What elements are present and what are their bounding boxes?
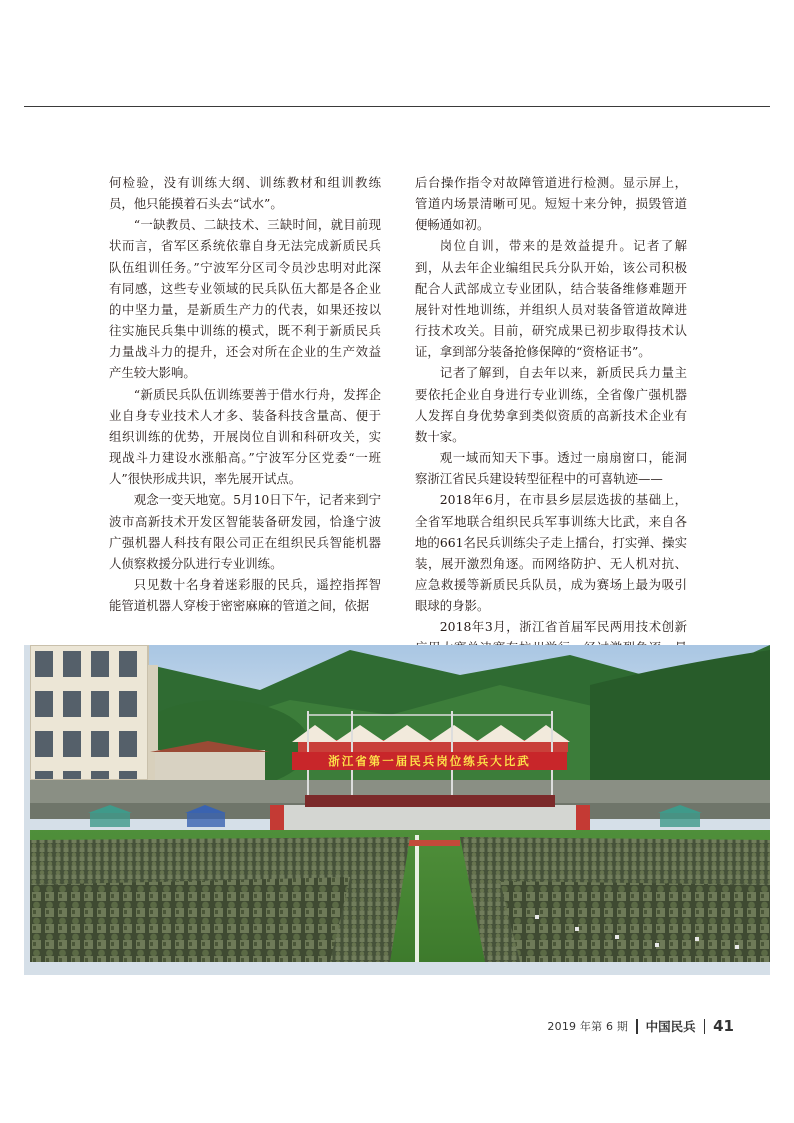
parade-ground-illustration [30,645,770,962]
paragraph: 后台操作指令对故障管道进行检测。显示屏上，管道内场景清晰可见。短短十来分钟，损毁管道便畅通如初。 [415,175,687,233]
paragraph: 记者了解到，自去年以来，新质民兵力量主要依托企业自身进行专业训练，全省像广强机器人发挥自身优势拿到类似资质的高新技术企业有数十家。 [415,365,687,444]
paragraph: 2018年3月，浙江省首届军民两用技术创新 [439,619,687,635]
issue-label: 2019 年第 6 期 [547,1020,629,1033]
footer-divider [636,1019,638,1034]
header-rule [24,106,770,107]
paragraph: 2018年6月，在市县乡层层选拔的基础上，全省军地联合组织民兵军事训练大比武，来自各地的661名民兵训练尖子走上擂台，打实弹、操实装，展开激烈角逐。而网络防护、无人机对抗、应急救援等新质民兵队员，成为赛场上最为吸引眼球的身影。 [415,492,687,614]
paragraph: “新质民兵队伍训练要善于借水行舟，发挥企业自身专业技术人才多、装备科技含量高、便于组织训练的优势，开展岗位自训和科研攻关，实现战斗力建设水涨船高。”宁波军分区党委“一班人”很快形成共识，率先展开试点。 [109,386,381,487]
paragraph: 岗位自训，带来的是效益提升。记者了解到，从去年企业编组民兵分队开始，该公司积极配合人武部成立专业团队，结合装备维修难题开展针对性地训练，并组织人员对装备管道故障进行技术攻关。目前，研究成果已初步取得技术认证，拿到部分装备抢修保障的“资格证书”。 [415,238,687,360]
footer-divider [704,1019,706,1034]
militia-competition-photo [30,645,770,962]
photo-frame [24,645,770,975]
banner-text: 浙江省第一届民兵岗位练兵大比武 [328,754,531,768]
page-footer [547,1016,734,1036]
paragraph: “一缺教员、二缺技术、三缺时间，就目前现状而言，省军区系统依靠自身无法完成新质民兵队伍组训任务。”宁波军分区司令员沙忠明对此深有同感，这些专业领域的民兵队伍大都是各企业的中坚力量，是新质生产力的代表，如果还按以往实施民兵集中训练的模式，既不利于新质民兵力量战斗力的提升，还会对所在企业的生产效益产生较大影响。 [109,217,381,381]
left-text-column [109,172,381,616]
paragraph: 何检验，没有训练大纲、训练教材和组训教练员，他只能摸着石头去“试水”。 [109,175,381,212]
paragraph: 只见数十名身着迷彩服的民兵，遥控指挥智能管道机器人穿梭于密密麻麻的管道之间，依据 [109,576,381,614]
page-number: 41 [713,1017,734,1035]
paragraph: 观一域而知天下事。透过一扇扇窗口，能洞察浙江省民兵建设转型征程中的可喜轨迹—— [415,450,687,487]
paragraph: 观念一变天地宽。5月10日下午，记者来到宁波市高新技术开发区智能装备研发园，恰逢宁波广强机器人科技有限公司正在组织民兵智能机器人侦察救援分队进行专业训练。 [109,492,381,571]
right-text-column [415,172,687,680]
magazine-name: 中国民兵 [645,1019,696,1034]
